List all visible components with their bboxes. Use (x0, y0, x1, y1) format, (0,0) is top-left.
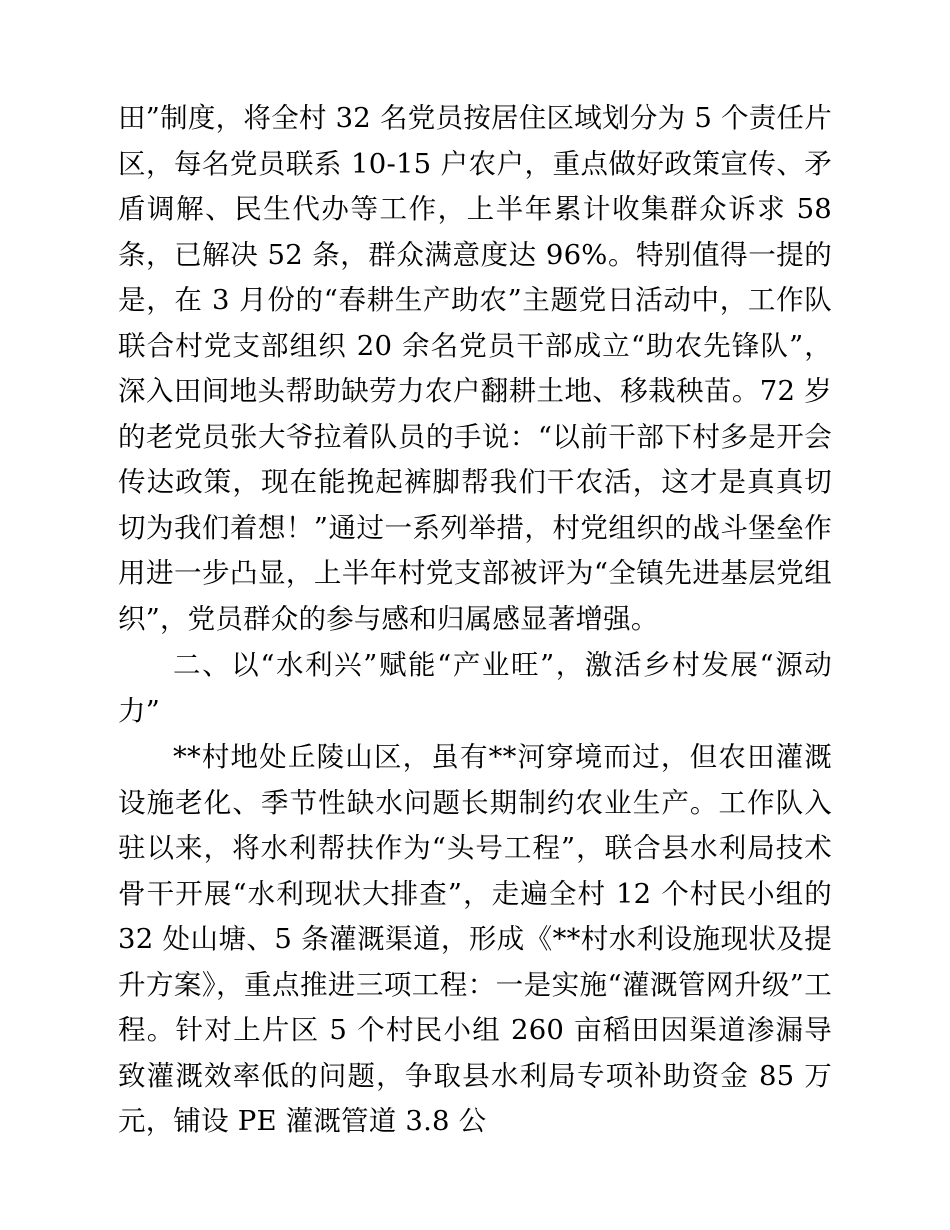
paragraph-continuation: 田”制度，将全村 32 名党员按居住区域划分为 5 个责任片区，每名党员联系 10-15 户农户，重点做好政策宣传、矛盾调解、民生代办等工作，上半年累计收集群众诉求 58 条，已解决 52 条，群众满意度达 96%。特别值得一提的是，在 3 月份的“春耕生产助农”主题党日活动中，工作队联合村党支部组织 20 余名党员干部成立“助农先锋队”，深入田间地头帮助缺劳力农户翻耕土地、移栽秧苗。72 岁的老党员张大爷拉着队员的手说：“以前干部下村多是开会传达政策，现在能挽起裤脚帮我们干农活，这才是真真切切为我们着想！”通过一系列举措，村党组织的战斗堡垒作用进一步凸显，上半年村党支部被评为“全镇先进基层党组织”，党员群众的参与感和归属感显著增强。 (118, 102, 832, 635)
paragraph-water-conservancy: **村地处丘陵山区，虽有**河穿境而过，但农田灌溉设施老化、季节性缺水问题长期制约农业生产。工作队入驻以来，将水利帮扶作为“头号工程”，联合县水利局技术骨干开展“水利现状大排查”，走遍全村 12 个村民小组的 32 处山塘、5 条灌溉渠道，形成《**村水利设施现状及提升方案》，重点推进三项工程：一是实施“灌溉管网升级”工程。针对上片区 5 个村民小组 260 亩稻田因渠道渗漏导致灌溉效率低的问题，争取县水利局专项补助资金 85 万元，铺设 PE 灌溉管道 3.8 公 (118, 741, 832, 1137)
document-body (118, 96, 832, 1145)
section-heading-two: 二、以“水利兴”赋能“产业旺”，激活乡村发展“源动力” (118, 649, 832, 727)
